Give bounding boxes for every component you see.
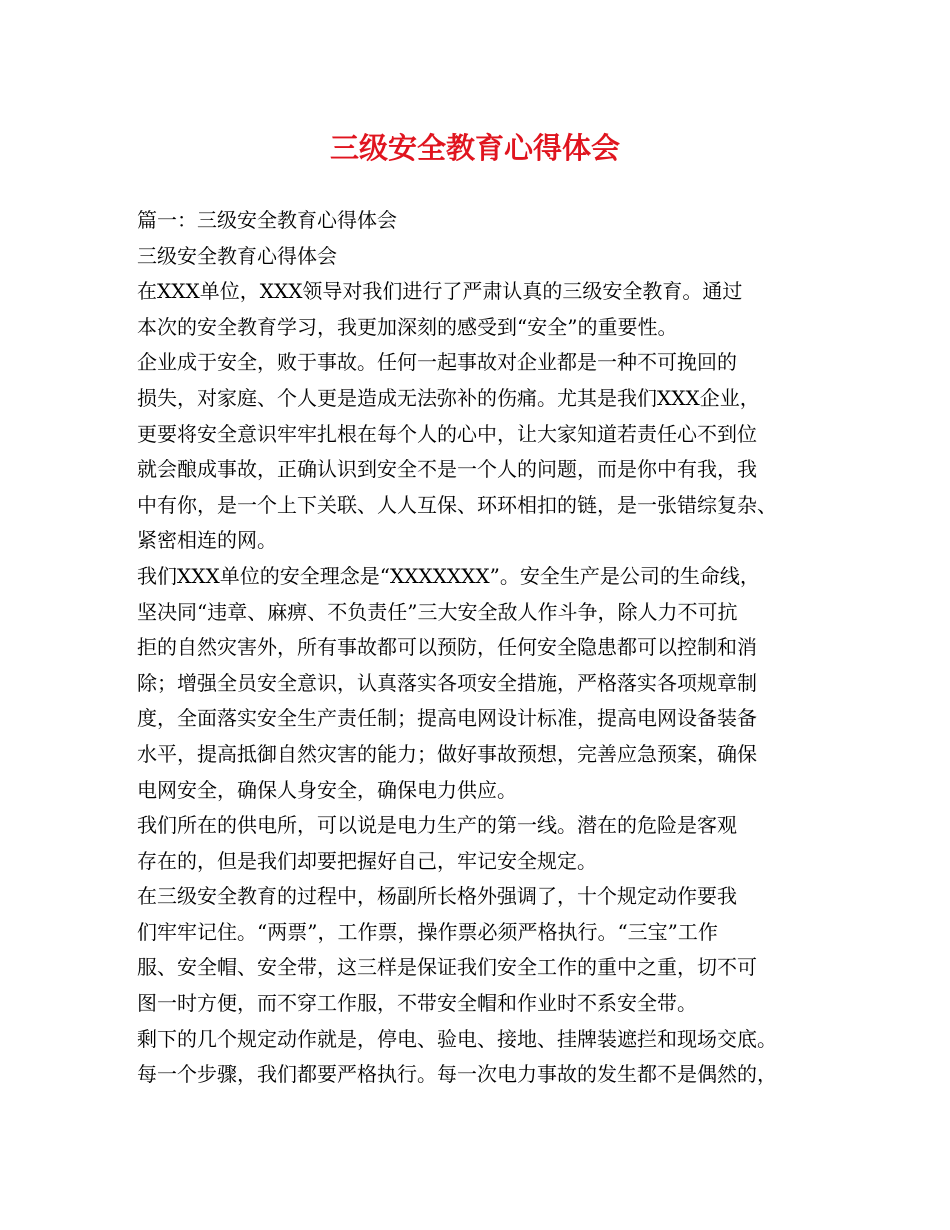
page-title: 三级安全教育心得体会 bbox=[329, 131, 620, 165]
text-line: 紧密相连的网。 bbox=[137, 528, 277, 553]
text-line: 中有你，是一个上下关联、人人互保、环环相扣的链，是一张错综复杂、 bbox=[137, 492, 777, 517]
text-line: 篇一：三级安全教育心得体会 bbox=[137, 208, 397, 232]
text-line: 存在的，但是我们却要把握好自己，牢记安全规定。 bbox=[137, 848, 597, 873]
text-line: 在XXX单位，XXX领导对我们进行了严肃认真的三级安全教育。通过 bbox=[137, 279, 743, 304]
text-line: 就会酿成事故，正确认识到安全不是一个人的问题，而是你中有我，我 bbox=[137, 457, 757, 482]
text-line: 每一个步骤，我们都要严格执行。每一次电力事故的发生都不是偶然的， bbox=[137, 1062, 777, 1087]
text-line: 坚决同“违章、麻痹、不负责任”三大安全敌人作斗争，除人力不可抗 bbox=[137, 599, 738, 624]
text-line: 剩下的几个规定动作就是，停电、验电、接地、挂牌装遮拦和现场交底。 bbox=[137, 1026, 777, 1051]
text-line: 图一时方便，而不穿工作服，不带安全帽和作业时不系安全带。 bbox=[137, 991, 697, 1016]
text-line: 度，全面落实安全生产责任制；提高电网设计标准，提高电网设备装备 bbox=[137, 706, 757, 731]
text-line: 服、安全帽、安全带，这三样是保证我们安全工作的重中之重，切不可 bbox=[137, 955, 757, 980]
text-line: 在三级安全教育的过程中，杨副所长格外强调了，十个规定动作要我 bbox=[137, 884, 737, 909]
text-line: 更要将安全意识牢牢扎根在每个人的心中，让大家知道若责任心不到位 bbox=[137, 421, 757, 446]
text-line: 损失，对家庭、个人更是造成无法弥补的伤痛。尤其是我们XXX企业， bbox=[137, 385, 760, 410]
document-body bbox=[137, 203, 827, 1093]
text-line: 水平，提高抵御自然灾害的能力；做好事故预想，完善应急预案，确保 bbox=[137, 741, 757, 766]
text-line: 企业成于安全，败于事故。任何一起事故对企业都是一种不可挽回的 bbox=[137, 350, 737, 375]
text-line: 本次的安全教育学习，我更加深刻的感受到“安全”的重要性。 bbox=[137, 314, 678, 339]
text-line: 我们所在的供电所，可以说是电力生产的第一线。潜在的危险是客观 bbox=[137, 813, 737, 838]
text-line: 三级安全教育心得体会 bbox=[137, 243, 337, 268]
text-line: 拒的自然灾害外，所有事故都可以预防，任何安全隐患都可以控制和消 bbox=[137, 635, 757, 660]
text-line: 们牢牢记住。“两票”，工作票，操作票必须严格执行。“三宝”工作 bbox=[137, 919, 718, 944]
text-line: 我们XXX单位的安全理念是“XXXXXXX”。安全生产是公司的生命线， bbox=[137, 563, 760, 588]
text-line: 除；增强全员安全意识，认真落实各项安全措施，严格落实各项规章制 bbox=[137, 670, 757, 695]
text-line: 电网安全，确保人身安全，确保电力供应。 bbox=[137, 777, 517, 802]
